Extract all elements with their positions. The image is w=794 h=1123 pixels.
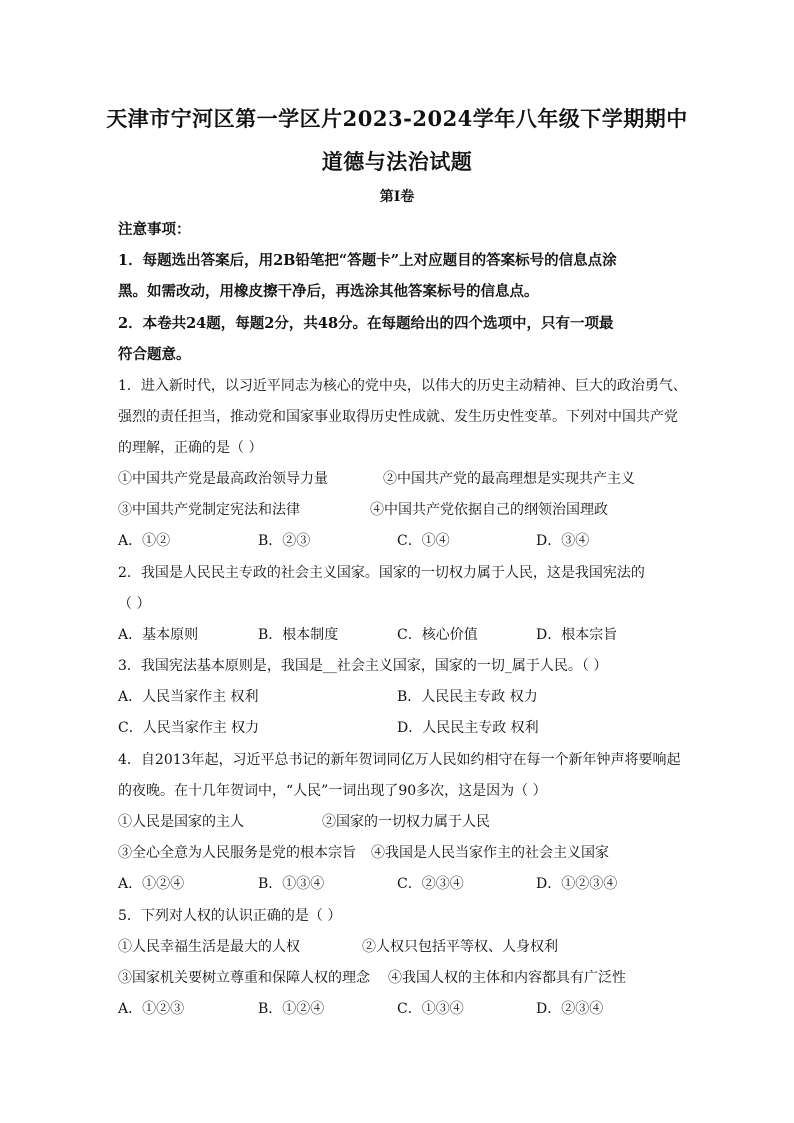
q4-statement-4: ④我国是人民当家作主的社会主义国家	[371, 845, 609, 861]
q4-option-b[interactable]: B．①③④	[258, 876, 325, 892]
q3-option-b[interactable]: B．人民民主专政 权力	[397, 689, 538, 705]
q4-stem-line1: 4．自2013年起，习近平总书记的新年贺词同亿万人民如约相守在每一个新年钟声将要响起	[118, 752, 681, 768]
q1-option-a[interactable]: A．①②	[118, 533, 171, 549]
q5-option-a[interactable]: A．①②③	[118, 1001, 185, 1017]
q4-option-c[interactable]: C．②③④	[397, 876, 464, 892]
q1-option-c[interactable]: C．①④	[397, 533, 450, 549]
q4-statement-2: ②国家的一切权力属于人民	[322, 814, 490, 830]
notes-heading: 注意事项：	[118, 221, 191, 238]
q5-statement-3: ③国家机关要树立尊重和保障人权的理念	[118, 970, 370, 986]
note-2-line2: 符合题意。	[118, 346, 191, 363]
q3-option-d[interactable]: D．人民民主专政 权利	[397, 720, 539, 736]
q1-stem-line1: 1．进入新时代，以习近平同志为核心的党中央，以伟大的历史主动精神、巨大的政治勇气、	[118, 378, 687, 394]
q5-statement-1: ①人民幸福生活是最大的人权	[118, 939, 300, 955]
q1-option-b[interactable]: B．②③	[258, 533, 311, 549]
exam-title-line1: 天津市宁河区第一学区片2023-2024学年八年级下学期期中	[106, 106, 688, 131]
note-1-line2: 黑。如需改动，用橡皮擦干净后，再选涂其他答案标号的信息点。	[118, 283, 539, 300]
q1-stem-line3: 的理解，正确的是（ ）	[118, 440, 263, 456]
q2-option-a[interactable]: A．基本原则	[118, 627, 199, 643]
q4-option-d[interactable]: D．①②③④	[536, 876, 618, 892]
q5-option-b[interactable]: B．①②④	[258, 1001, 325, 1017]
q5-statement-2: ②人权只包括平等权、人身权利	[362, 939, 558, 955]
q2-option-c[interactable]: C．核心价值	[397, 627, 478, 643]
exam-title-line2: 道德与法治试题	[321, 149, 473, 174]
q5-stem-line1: 5．下列对人权的认识正确的是（ ）	[118, 908, 342, 924]
q1-statement-1: ①中国共产党是最高政治领导力量	[118, 471, 328, 487]
q5-option-c[interactable]: C．①③④	[397, 1001, 464, 1017]
q1-statement-3: ③中国共产党制定宪法和法律	[118, 502, 300, 518]
q3-option-a[interactable]: A．人民当家作主 权利	[118, 689, 259, 705]
q1-statement-4: ④中国共产党依据自己的纲领治国理政	[370, 502, 608, 518]
q4-statement-3: ③全心全意为人民服务是党的根本宗旨	[118, 845, 356, 861]
volume-label: 第I卷	[379, 189, 415, 205]
q1-statement-2: ②中国共产党的最高理想是实现共产主义	[383, 471, 635, 487]
q4-stem-line2: 的夜晚。在十几年贺词中，“人民”一词出现了90多次，这是因为（ ）	[118, 783, 547, 799]
note-1-line1: 1．每题选出答案后，用2B铅笔把“答题卡”上对应题目的答案标号的信息点涂	[118, 252, 617, 269]
q2-option-d[interactable]: D．根本宗旨	[536, 627, 618, 643]
q2-stem-line1: 2．我国是人民民主专政的社会主义国家。国家的一切权力属于人民，这是我国宪法的	[118, 565, 645, 581]
q1-option-d[interactable]: D．③④	[536, 533, 590, 549]
q1-stem-line2: 强烈的责任担当，推动党和国家事业取得历史性成就、发生历史性变革。下列对中国共产党	[118, 409, 678, 425]
q4-option-a[interactable]: A．①②④	[118, 876, 185, 892]
q4-statement-1: ①人民是国家的主人	[118, 814, 244, 830]
q2-option-b[interactable]: B．根本制度	[258, 627, 339, 643]
note-2-line1: 2．本卷共24题，每题2分，共48分。在每题给出的四个选项中，只有一项最	[118, 315, 614, 332]
q3-option-c[interactable]: C．人民当家作主 权力	[118, 720, 260, 736]
q5-statement-4: ④我国人权的主体和内容都具有广泛性	[388, 970, 626, 986]
q2-stem-line2: （ ）	[118, 596, 151, 612]
q3-stem-line1: 3．我国宪法基本原则是，我国是__社会主义国家，国家的一切_属于人民。（ ）	[118, 658, 608, 674]
q5-option-d[interactable]: D．②③④	[536, 1001, 604, 1017]
